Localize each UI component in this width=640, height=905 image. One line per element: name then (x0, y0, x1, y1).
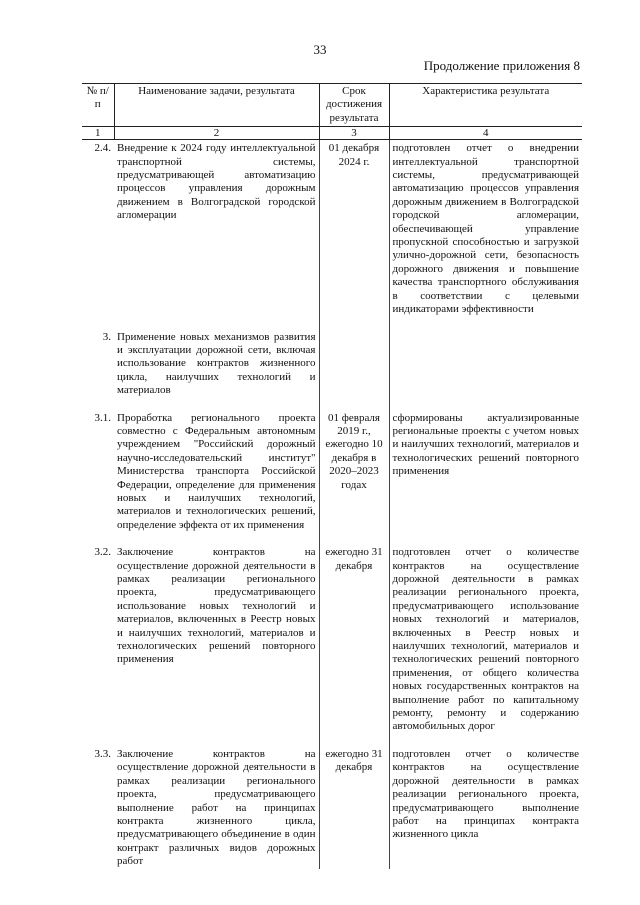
row-number: 3. (102, 330, 111, 343)
row-number: 3.2. (94, 546, 111, 559)
results-table (82, 83, 582, 869)
row-number: 3.1. (94, 411, 111, 424)
row-result: подготовлен отчет о внедрении интеллектуальной транспортной системы, предусматривающей автоматизацию процессов управления дорожным движением в Волгоградской городской агломерации, обеспечивающей управление пропускной способностью и загрузкой улично-дорожной сети, безопасность дорожного движения и повышение качества транспортного обслуживания в соответствии с целевыми индикаторами эффективности (392, 142, 579, 316)
table-row (82, 544, 582, 734)
column-number-row (82, 127, 582, 140)
row-gap (82, 317, 582, 329)
row-result: подготовлен отчет о количестве контрактов на осуществление дорожной деятельности в рамках реализации регионального проекта, предусматривающего выполнение работ на принципах контракта жизненного цикла (392, 747, 579, 841)
row-number: 3.3. (94, 747, 111, 760)
table-row (82, 410, 582, 533)
header-row (82, 84, 582, 127)
row-result (389, 329, 582, 398)
column-number: 2 (114, 127, 319, 140)
row-deadline (319, 329, 389, 398)
row-task: Проработка регионального проекта совместно с Федеральным автономным учреждением "Российский дорожный научно-исследовательский институт" Министерства транспорта Российской Федерации, определение для применения новых и наилучших технологий, материалов и технологических решений, определение эффекта от их применения (117, 411, 316, 531)
header-result: Характеристика результата (389, 84, 582, 127)
header-deadline: Срок достижения результата (319, 84, 389, 127)
table-row (82, 746, 582, 869)
table-row (82, 140, 582, 317)
header-task: Наименование задачи, результата (114, 84, 319, 127)
column-number: 4 (389, 127, 582, 140)
column-number: 3 (319, 127, 389, 140)
row-deadline: ежегодно 31 декабря (319, 544, 389, 734)
header-number: № п/п (82, 84, 114, 127)
row-gap (82, 734, 582, 746)
row-task: Заключение контрактов на осуществление дорожной деятельности в рамках реализации регионального проекта, предусматривающего выполнение работ на принципах контракта жизненного цикла, предусматривающего объединение в один контракт различных видов дорожных работ (117, 747, 316, 868)
column-number: 1 (82, 127, 114, 140)
row-gap (82, 532, 582, 544)
row-result: сформированы актуализированные региональные проекты с учетом новых и наилучших технологий, материалов и технологических решений повторного применения (392, 411, 579, 478)
page-number: 33 (313, 42, 327, 57)
row-task: Заключение контрактов на осуществление дорожной деятельности в рамках реализации регионального проекта, предусматривающего использование новых технологий и материалов, включенных в Реестр новых и наилучших технологий, материалов и технологических решений повторного применения (117, 546, 316, 666)
row-gap (82, 398, 582, 410)
table-row (82, 329, 582, 398)
row-deadline: 01 декабря 2024 г. (319, 140, 389, 317)
row-task: Применение новых механизмов развития и эксплуатации дорожной сети, включая использование контрактов жизненного цикла, наилучших технологий и материалов (117, 330, 316, 397)
row-result: подготовлен отчет о количестве контрактов на осуществление дорожной деятельности в рамках реализации регионального проекта, предусматривающего использование новых технологий и материалов, включенных в Реестр новых и наилучших технологий, материалов и технологических решений повторного применения, от общего количества новых государственных контрактов на выполнение работ по капитальному ремонту, ремонту и содержанию автомобильных дорог (392, 546, 579, 733)
continuation-note: Продолжение приложения 8 (423, 58, 580, 73)
row-deadline: ежегодно 31 декабря (319, 746, 389, 869)
row-task: Внедрение к 2024 году интеллектуальной транспортной системы, предусматривающей автоматизацию процессов управления дорожным движением в Волгоградской городской агломерации (117, 142, 316, 222)
row-number: 2.4. (94, 142, 111, 155)
row-deadline: 01 февраля 2019 г., ежегодно 10 декабря в 2020–2023 годах (319, 410, 389, 533)
